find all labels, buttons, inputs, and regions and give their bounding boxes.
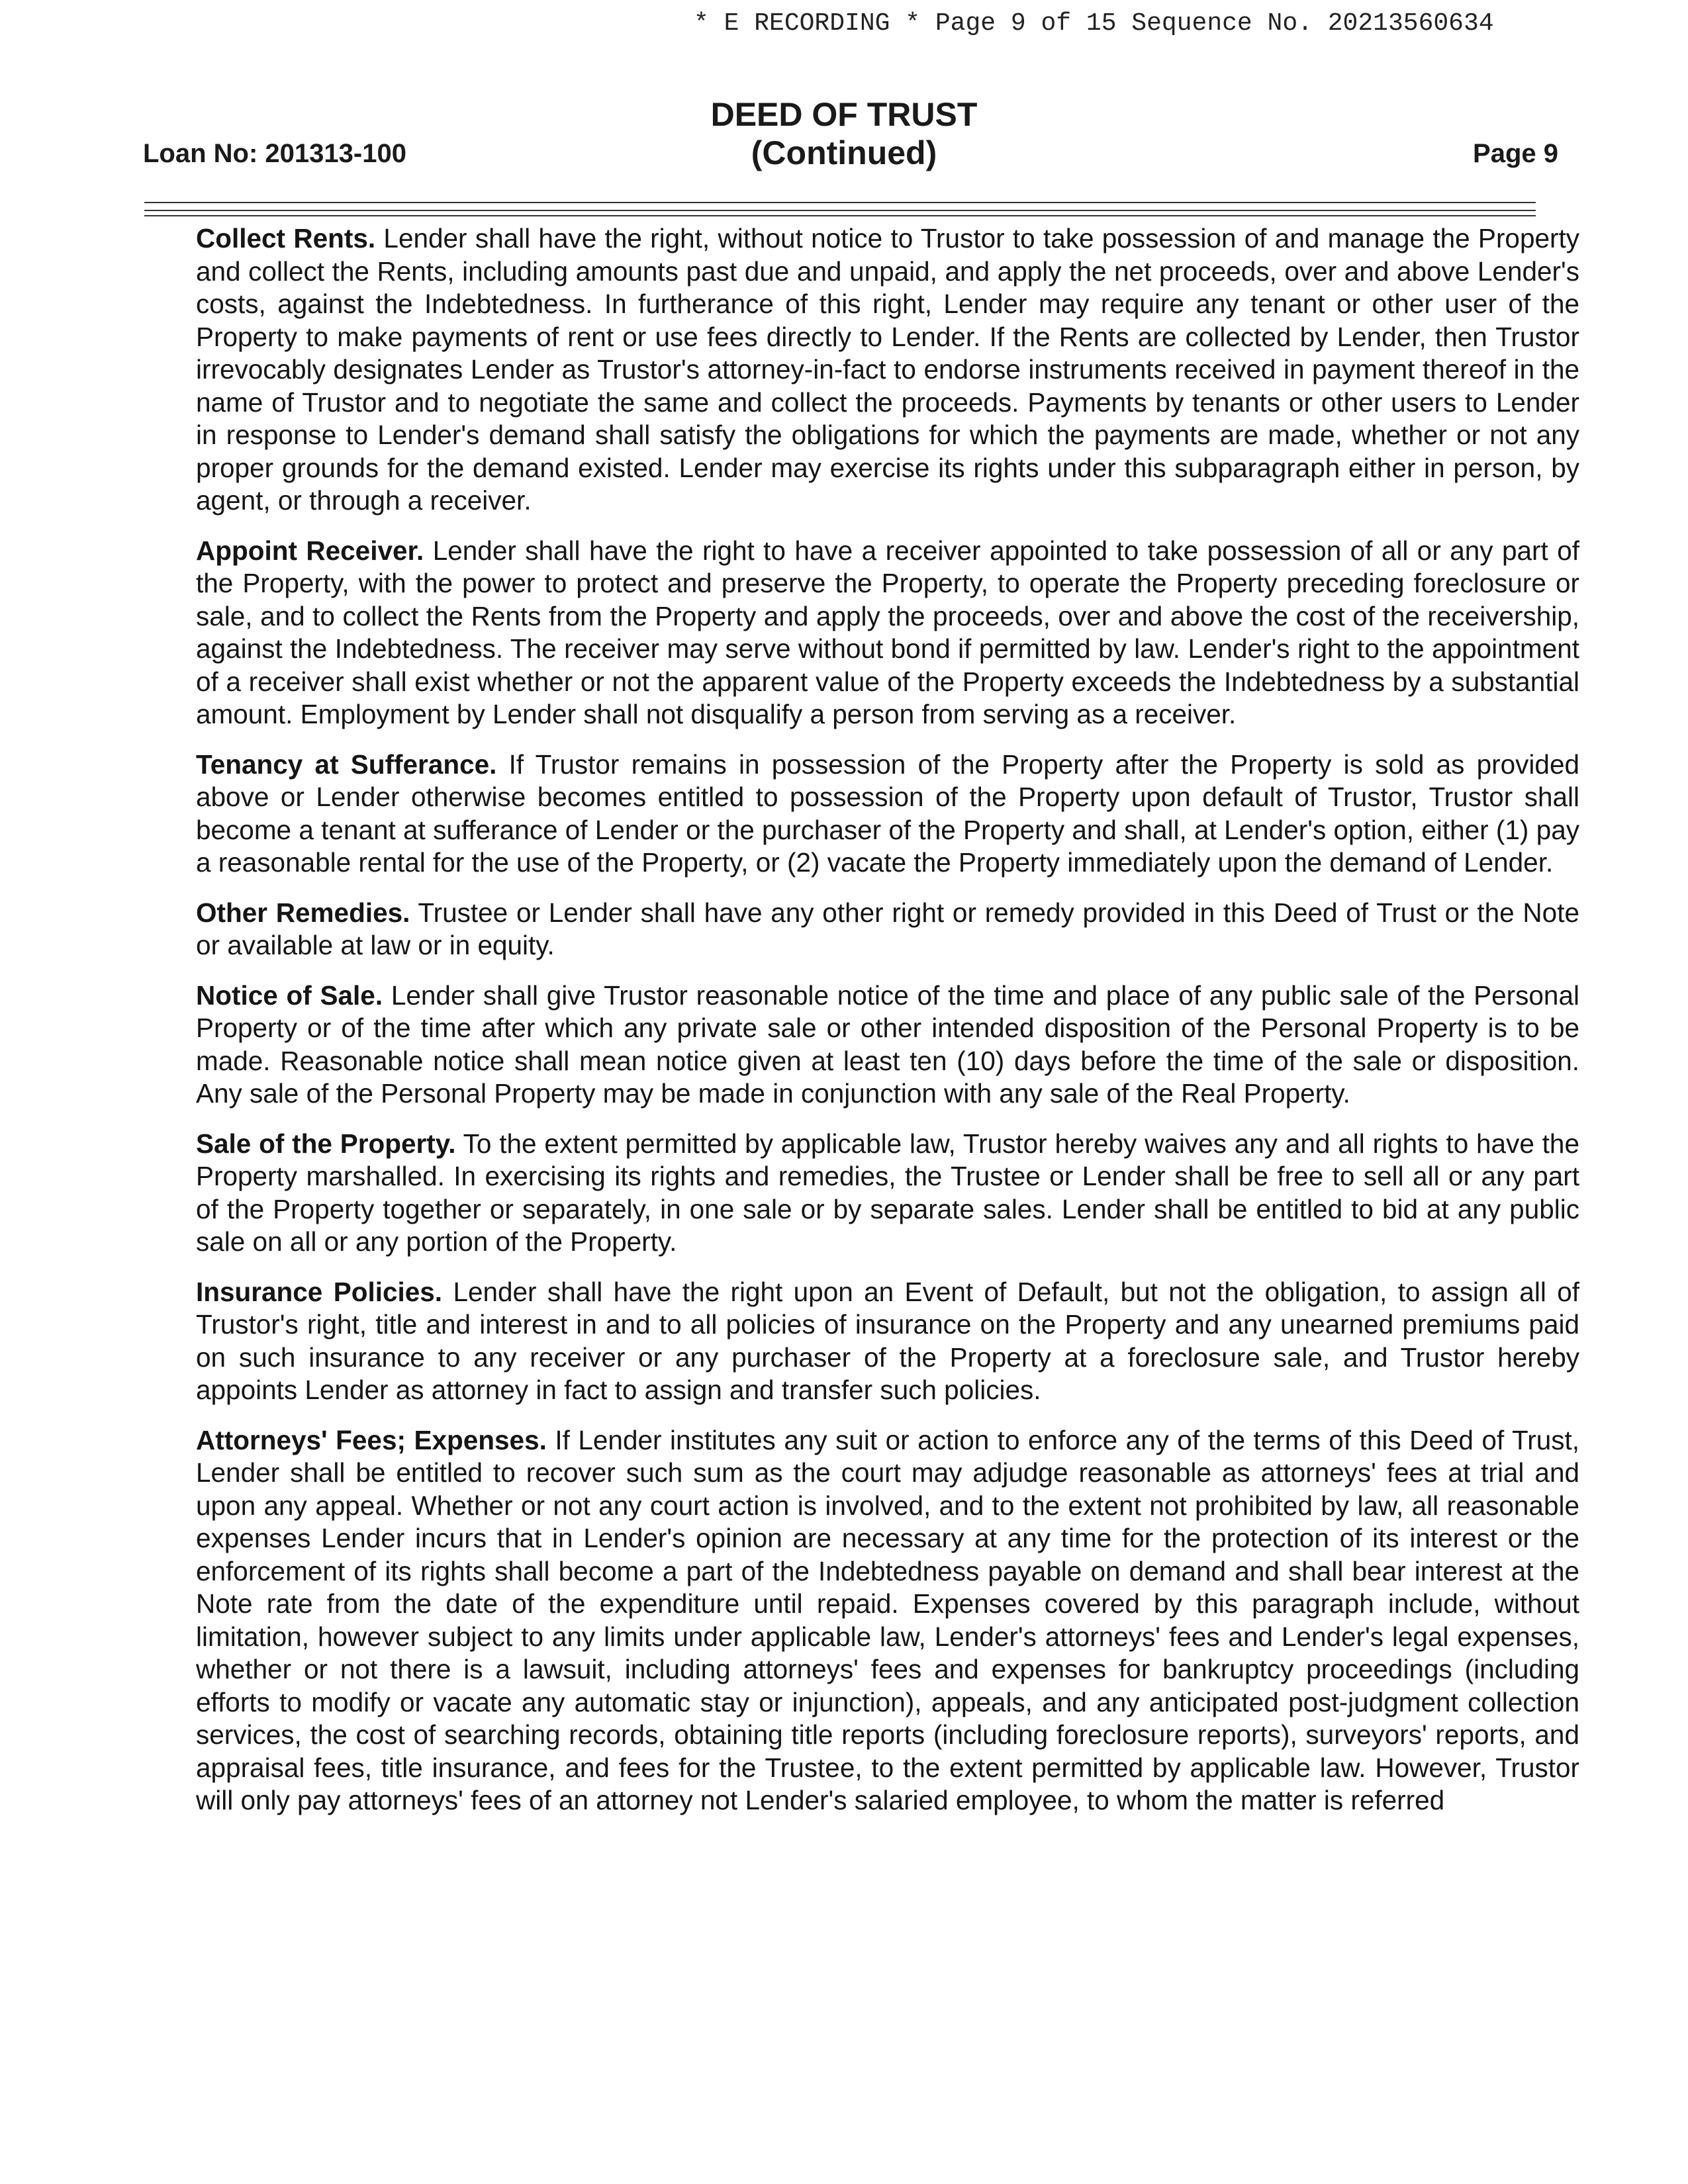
section-heading: Sale of the Property. — [196, 1128, 456, 1159]
section-sale-of-property — [196, 1128, 1579, 1259]
section-text: If Lender institutes any suit or action to enforce any of the terms of this Deed of Trust, Lender shall be entitled to recover such sum as the court may adjudge reasonable as attorneys' fees at trial and upon any appeal. Whether or not any court action is involved, and to the extent not prohibited by law, all reasonable expenses Lender incurs that in Lender's opinion are necessary at any time for the protection of its interest or the enforcement of its rights shall become a part of the Indebtedness payable on demand and shall bear interest at the Note rate from the date of the expenditure until repaid. Expenses covered by this paragraph include, without limitation, however subject to any limits under applicable law, Lender's attorneys' fees and Lender's legal expenses, whether or not there is a lawsuit, including attorneys' fees and expenses for bankruptcy proceedings (including efforts to modify or vacate any automatic stay or injunction), appeals, and any anticipated post-judgment collection services, the cost of searching records, obtaining title reports (including foreclosure reports), surveyors' reports, and appraisal fees, title insurance, and fees for the Trustee, to the extent permitted by applicable law. However, Trustor will only pay attorneys' fees of an attorney not Lender's salaried employee, to whom the matter is referred — [196, 1424, 1579, 1815]
title-line: DEED OF TRUST — [710, 96, 978, 133]
section-heading: Collect Rents. — [196, 223, 376, 253]
header-divider — [144, 215, 1536, 216]
section-appoint-receiver — [196, 535, 1579, 731]
loan-number: Loan No: 201313-100 — [143, 139, 406, 168]
header-divider — [144, 210, 1536, 211]
page-number: Page 9 — [1473, 139, 1558, 168]
section-heading: Insurance Policies. — [196, 1276, 443, 1307]
section-heading: Appoint Receiver. — [196, 535, 424, 566]
section-text: Lender shall have the right upon an Event of Default, but not the obligation, to assign all of Trustor's right, title and interest in and to all policies of insurance on the Property and any unearned premiums paid on such insurance to any receiver or any purchaser of the Property at a foreclosure sale, and Trustor hereby appoints Lender as attorney in fact to assign and transfer such policies. — [196, 1276, 1579, 1405]
section-notice-of-sale — [196, 979, 1579, 1111]
section-text: To the extent permitted by applicable law, Trustor hereby waives any and all rights to have the Property marshalled. In exercising its rights and remedies, the Trustee or Lender shall be free to sell all or any part of the Property together or separately, in one sale or by separate sales. Lender shall be entitled to bid at any public sale on all or any portion of the Property. — [196, 1128, 1579, 1257]
section-tenancy-at-sufferance — [196, 749, 1579, 880]
section-text: Lender shall have the right, without notice to Trustor to take possession of and manage the Property and collect the Rents, including amounts past due and unpaid, and apply the net proceeds, over and above Lender's costs, against the Indebtedness. In furtherance of this right, Lender may require any tenant or other user of the Property to make payments of rent or use fees directly to Lender. If the Rents are collected by Lender, then Trustor irrevocably designates Lender as Trustor's attorney-in-fact to endorse instruments received in payment thereof in the name of Trustor and to negotiate the same and collect the proceeds. Payments by tenants or other users to Lender in response to Lender's demand shall satisfy the obligations for which the payments are made, whether or not any proper grounds for the demand existed. Lender may exercise its rights under this subparagraph either in person, by agent, or through a receiver. — [196, 223, 1579, 516]
recording-stamp: * E RECORDING * Page 9 of 15 Sequence No. 20213560634 — [694, 9, 1494, 38]
title-continued: (Continued) — [751, 134, 937, 171]
section-insurance-policies — [196, 1276, 1579, 1407]
section-heading: Notice of Sale. — [196, 979, 383, 1011]
section-heading: Tenancy at Sufferance. — [196, 749, 497, 780]
header-divider — [144, 202, 1536, 203]
section-collect-rents — [196, 222, 1579, 518]
section-text: Trustee or Lender shall have any other right or remedy provided in this Deed of Trust or the Note or available at law or in equity. — [196, 897, 1579, 960]
section-attorneys-fees — [196, 1424, 1579, 1817]
section-heading: Attorneys' Fees; Expenses. — [196, 1424, 547, 1455]
section-text: Lender shall give Trustor reasonable notice of the time and place of any public sale of the Personal Property or of the time after which any private sale or other intended disposition of the Personal Property is to be made. Reasonable notice shall mean notice given at least ten (10) days before the time of the sale or disposition. Any sale of the Personal Property may be made in conjunction with any sale of the Real Property. — [196, 979, 1579, 1109]
section-text: Lender shall have the right to have a receiver appointed to take possession of all or any part of the Property, with the power to protect and preserve the Property, to operate the Property preceding foreclosure or sale, and to collect the Rents from the Property and apply the proceeds, over and above the cost of the receivership, against the Indebtedness. The receiver may serve without bond if permitted by law. Lender's right to the appointment of a receiver shall exist whether or not the apparent value of the Property exceeds the Indebtedness by a substantial amount. Employment by Lender shall not disqualify a person from serving as a receiver. — [196, 535, 1579, 729]
section-text: If Trustor remains in possession of the Property after the Property is sold as provided above or Lender otherwise becomes entitled to possession of the Property upon default of Trustor, Trustor shall become a tenant at sufferance of Lender or the purchaser of the Property and shall, at Lender's option, either (1) pay a reasonable rental for the use of the Property, or (2) vacate the Property immediately upon the demand of Lender. — [196, 749, 1579, 878]
section-other-remedies — [196, 897, 1579, 962]
section-heading: Other Remedies. — [196, 897, 410, 928]
document-body — [196, 222, 1579, 1835]
